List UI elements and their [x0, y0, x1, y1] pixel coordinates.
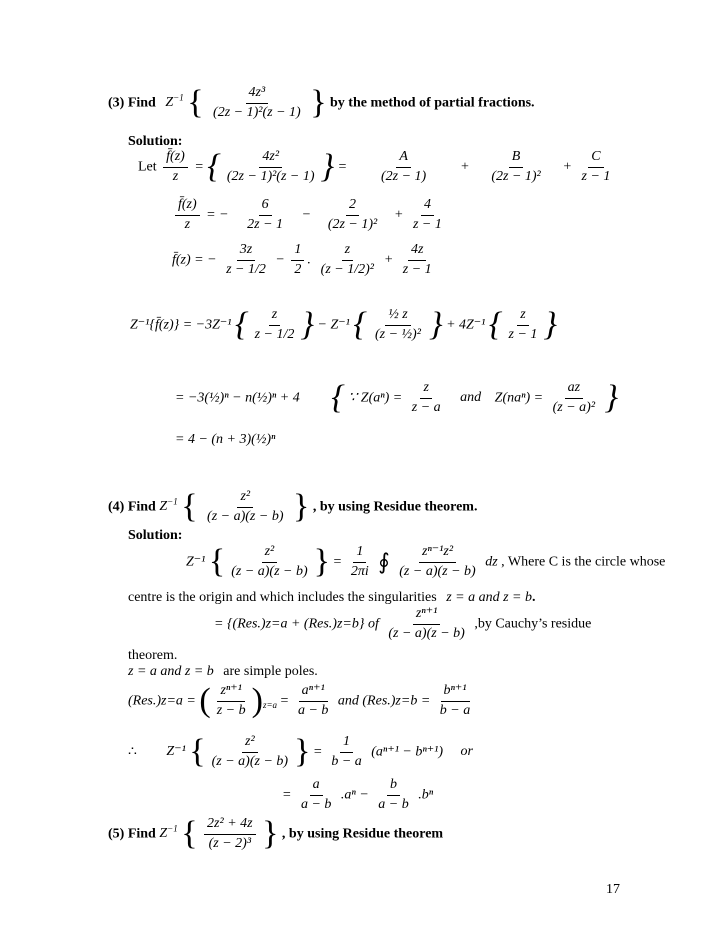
- contour-integral-icon: ∮: [378, 549, 390, 575]
- solution-label-3: Solution:: [128, 134, 183, 149]
- s3-line-1: Let $\frac{f̄(z)}{z}$ = { $\frac{\text{4z²}}{\text{(2z − 1)²(z − 1)}}$ } = $\frac{A}{(2z - 1)}$ + $\frac{B}{\text{(2z − 1)²}}$ + $\frac{C}{z - 1}$: [138, 148, 611, 186]
- s4-line-3: = {(Res.)z=a + (Res.)z=b} of $\frac{\text{zⁿ⁺¹}}{(z - a)(z - b)}$ ,by Cauchy’s residue: [214, 606, 592, 641]
- s3-line-6: = 4 − (n + 3)(½)ⁿ: [175, 432, 276, 447]
- s3-line-4: Z⁻¹{f̄(z)} = −3Z⁻¹ { $\frac{z}{z - 1/2}$ } − Z⁻¹ { $\frac{\text{½ z}}{\text{(z − ½)²}}$ } + 4Z⁻¹ { $\frac{z}{z - 1}$ }: [130, 306, 558, 344]
- z-operator: $Z^{-1}$: [165, 92, 184, 111]
- problem-3-fraction: $\frac{\text{4z³}}{\text{(2z − 1)²(z − 1)}}$: [213, 85, 301, 120]
- solution-label-4: Solution:: [128, 528, 183, 543]
- s4-line-8: = $\frac{a}{a - b}$ .aⁿ − $\frac{b}{a - b}$ .bⁿ: [282, 777, 434, 812]
- s4-line-4: theorem.: [128, 648, 178, 663]
- s4-line-7: ∴ Z⁻¹ { $\frac{\text{z²}}{(z - a)(z - b)}$ } = $\frac{1}{b - a}$ (aⁿ⁺¹ − bⁿ⁺¹) or: [128, 733, 473, 771]
- s4-line-1: Z⁻¹ { $\frac{\text{z²}}{(z - a)(z - b)}$ } = $\frac{1}{2\pi i}$ ∮ $\frac{\text{zⁿ⁻¹z²}}{(z - a)(z - b)}$ dz , Where C is the circle whose: [186, 543, 666, 581]
- problem-4-heading: (4) Find $Z^{-1}$ { $\frac{\text{z²}}{(z - a)(z - b)}$ } , by using Residue theorem.: [108, 488, 478, 526]
- problem-5-heading: (5) Find $Z^{-1}$ { $\frac{\text{2z² + 4z}}{\text{(z − 2)³}}$ } , by using Residue theorem: [108, 815, 444, 853]
- s3-line-2: $\frac{f̄(z)}{z}$ = − $\frac{6}{2z - 1}$ − $\frac{2}{\text{(2z − 1)²}}$ + $\frac{4}{z - 1}$: [172, 198, 448, 232]
- page-number: 17: [606, 882, 620, 897]
- s4-line-2: centre is the origin and which includes the singularities z = a and z = b.: [128, 590, 536, 605]
- s3-line-5: = −3(½)ⁿ − n(½)ⁿ + 4 { ∵ Z(aⁿ) = $\frac{z}{z - a}$ and Z(naⁿ) = $\frac{az}{\text{(z − a)²}}$ }: [175, 379, 619, 417]
- s3-line-3: f̄(z) = − $\frac{3z}{z - 1/2}$ − $\frac{1}{2}$ . $\frac{z}{\text{(z − 1/2)²}}$ + $\frac{4z}{z - 1}$: [172, 242, 432, 277]
- s4-line-5: z = a and z = b are simple poles.: [128, 664, 318, 679]
- problem-3-heading: (3) Find $Z^{-1}$ { $\frac{\text{4z³}}{\text{(2z − 1)²(z − 1)}}$ } by the method of partial fractions.: [108, 84, 535, 122]
- problem-5-fraction: $\frac{\text{2z² + 4z}}{\text{(z − 2)³}}$: [204, 817, 256, 851]
- s4-line-6: (Res.)z=a = ( $\frac{\text{zⁿ⁺¹}}{z - b}$ )$_{z=a}$ = $\frac{\text{aⁿ⁺¹}}{a - b}$ and (Res.)z=b = $\frac{\text{bⁿ⁺¹}}{b - a}$: [128, 682, 471, 720]
- problem-4-fraction: $\frac{\text{z²}}{(z - a)(z - b)}$: [207, 489, 284, 524]
